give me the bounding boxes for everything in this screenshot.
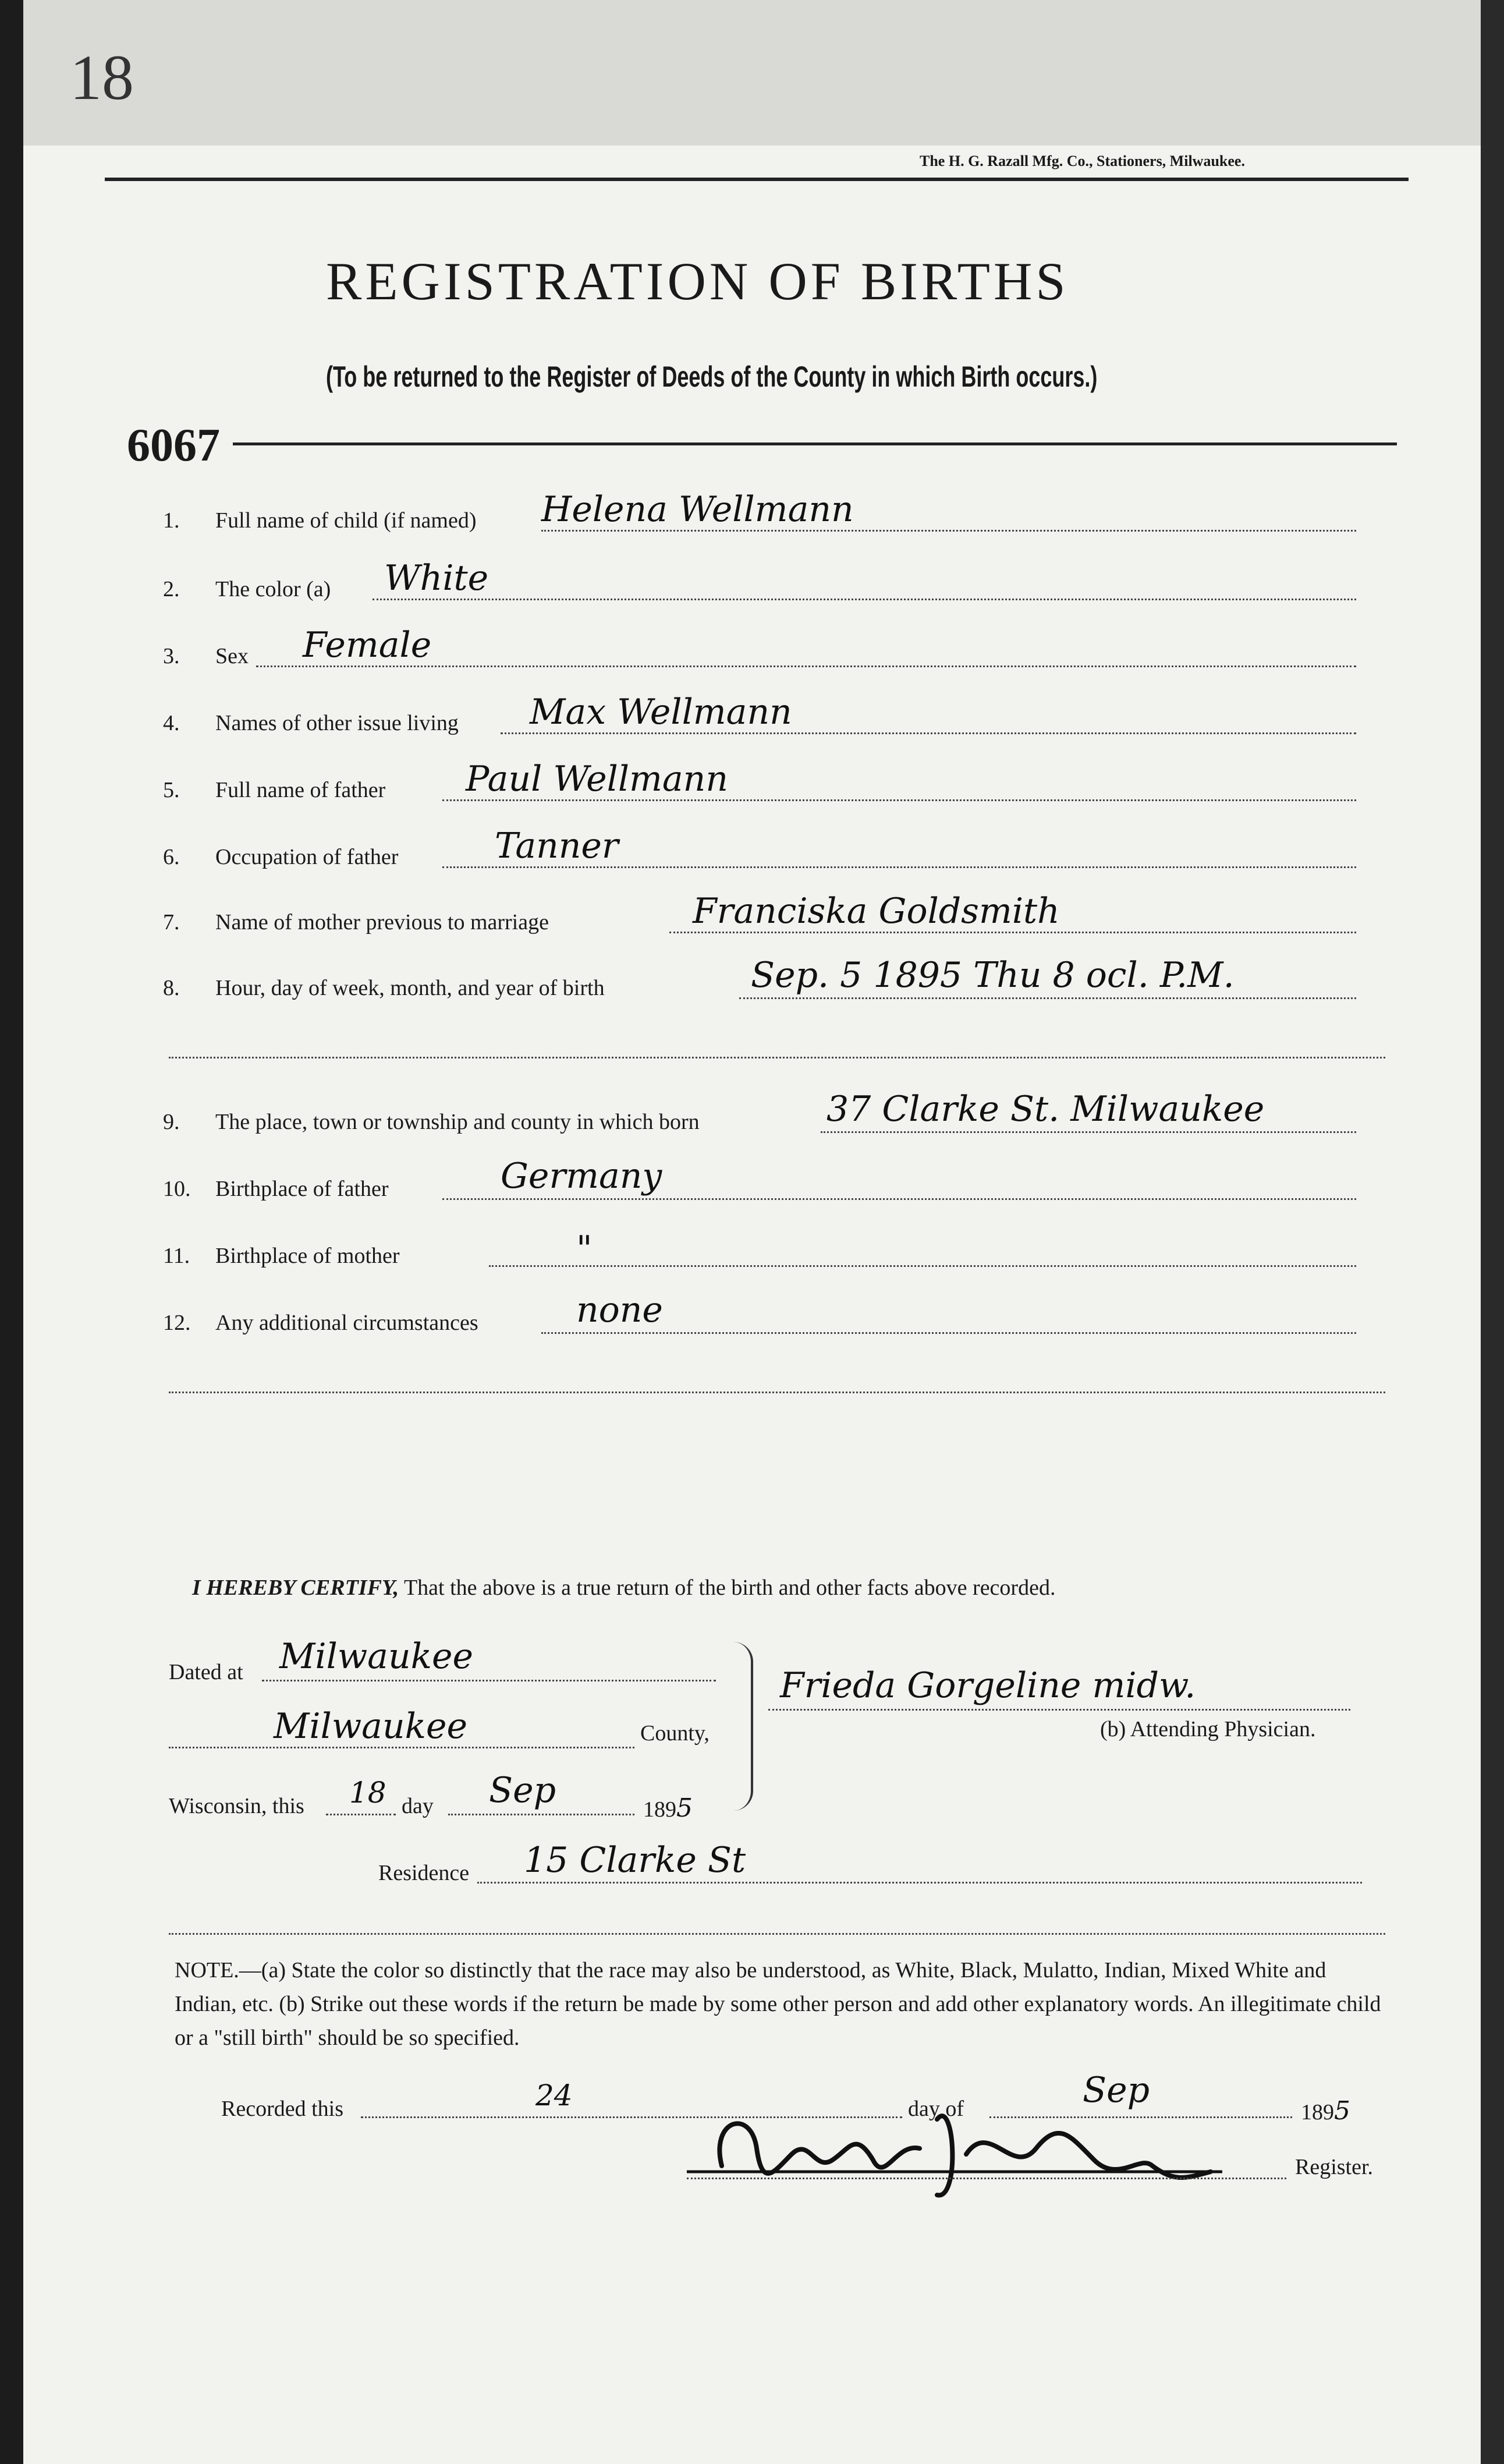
scan-left-edge	[0, 0, 23, 2464]
residence-label: Residence	[378, 1861, 470, 1885]
field-3-label: 3. Sex	[163, 644, 249, 668]
field-2-line	[373, 599, 1356, 600]
field-8-line	[739, 997, 1356, 999]
recorded-day-value: 24	[535, 2079, 573, 2112]
month-value: Sep	[489, 1770, 556, 1811]
field-12-label: 12. Any additional circumstances	[163, 1311, 478, 1335]
field-7-value: Franciska Goldsmith	[693, 891, 1060, 932]
field-6-line	[442, 866, 1356, 868]
field-4-line	[501, 732, 1356, 734]
certify-statement: I HEREBY CERTIFY, That the above is a true return of the birth and other facts above recorded.	[192, 1576, 1056, 1600]
attendant-label: (b) Attending Physician.	[1100, 1717, 1316, 1741]
top-rule	[105, 178, 1409, 181]
field-3-line	[256, 665, 1356, 667]
page-number: 18	[70, 42, 134, 113]
registration-number: 6067	[127, 420, 220, 471]
form-subtitle: (To be returned to the Register of Deeds of the County in which Birth occurs.)	[326, 360, 1098, 393]
field-9-line	[821, 1131, 1356, 1133]
residence-value: 15 Clarke St	[524, 1840, 746, 1881]
register-label: Register.	[1295, 2155, 1374, 2179]
county-label: County,	[640, 1721, 710, 1746]
field-11-line	[489, 1265, 1356, 1267]
header-rule	[233, 442, 1397, 445]
day-label: day	[402, 1794, 434, 1818]
residence-extra-line	[169, 1933, 1385, 1935]
attendant-signature: Frieda Gorgeline midw.	[780, 1665, 1196, 1706]
day-line	[326, 1814, 396, 1815]
form-title: REGISTRATION OF BIRTHS	[326, 252, 1069, 311]
field-6-label: 6. Occupation of father	[163, 845, 399, 869]
day-value: 18	[349, 1776, 386, 1810]
field-5-value: Paul Wellmann	[466, 759, 728, 799]
field-2-label: 2. The color (a)	[163, 577, 331, 601]
field-5-label: 5. Full name of father	[163, 778, 386, 802]
certify-bracket	[733, 1642, 753, 1811]
field-9-value: 37 Clarke St. Milwaukee	[827, 1089, 1265, 1130]
field-4-value: Max Wellmann	[530, 692, 792, 732]
year-label: 1895	[643, 1793, 693, 1823]
field-5-line	[442, 799, 1356, 801]
field-10-label: 10. Birthplace of father	[163, 1177, 389, 1201]
field-12-line	[541, 1332, 1356, 1334]
field-1-value: Helena Wellmann	[541, 489, 854, 530]
scan-top-edge	[0, 0, 1504, 146]
recorded-label: Recorded this	[221, 2097, 344, 2121]
county-line	[169, 1747, 634, 1748]
field-8-label: 8. Hour, day of week, month, and year of birth	[163, 976, 605, 1000]
field-12-value: none	[576, 1290, 663, 1330]
field-7-label: 7. Name of mother previous to marriage	[163, 910, 549, 934]
field-8-value: Sep. 5 1895 Thu 8 ocl. P.M.	[751, 955, 1235, 996]
residence-line	[477, 1882, 1362, 1884]
field-10-line	[442, 1198, 1356, 1200]
field-3-value: Female	[303, 625, 432, 665]
register-line	[687, 2178, 1286, 2179]
month-line	[448, 1814, 634, 1815]
dated-at-label: Dated at	[169, 1660, 243, 1684]
field-11-label: 11. Birthplace of mother	[163, 1244, 400, 1268]
attendant-line	[768, 1709, 1350, 1711]
field-1-label: 1. Full name of child (if named)	[163, 508, 477, 533]
county-value: Milwaukee	[274, 1706, 467, 1747]
dated-at-line	[262, 1680, 716, 1681]
recorded-month-value: Sep	[1083, 2070, 1150, 2111]
dated-at-value: Milwaukee	[279, 1636, 473, 1677]
field-1-line	[541, 530, 1356, 532]
field-11-value: "	[576, 1229, 593, 1269]
register-signature	[687, 2084, 1234, 2201]
recorded-year-label: 1895	[1301, 2096, 1350, 2126]
field-10-value: Germany	[501, 1156, 662, 1196]
field-6-value: Tanner	[495, 826, 619, 866]
field-7-line	[669, 932, 1356, 933]
stationer-imprint: The H. G. Razall Mfg. Co., Stationers, Milwaukee.	[920, 153, 1245, 169]
field-9-label: 9. The place, town or township and county in which born	[163, 1110, 700, 1134]
field-12-extra-line	[169, 1392, 1385, 1393]
recorded-day-of-label: day of	[908, 2097, 964, 2121]
wisconsin-label: Wisconsin, this	[169, 1794, 304, 1818]
form-note: NOTE.—(a) State the color so distinctly that the race may also be understood, as White, Black, Mulatto, Indian, Mixed White and Indian, etc. (b) Strike out these words if the return be made by some other person and add other explanatory words. An illegitimate child or a "still birth" should be so specified.	[175, 1958, 1381, 2050]
scan-right-edge	[1481, 0, 1504, 2464]
field-4-label: 4. Names of other issue living	[163, 711, 459, 735]
field-2-value: White	[384, 558, 489, 599]
field-8-extra-line	[169, 1057, 1385, 1058]
